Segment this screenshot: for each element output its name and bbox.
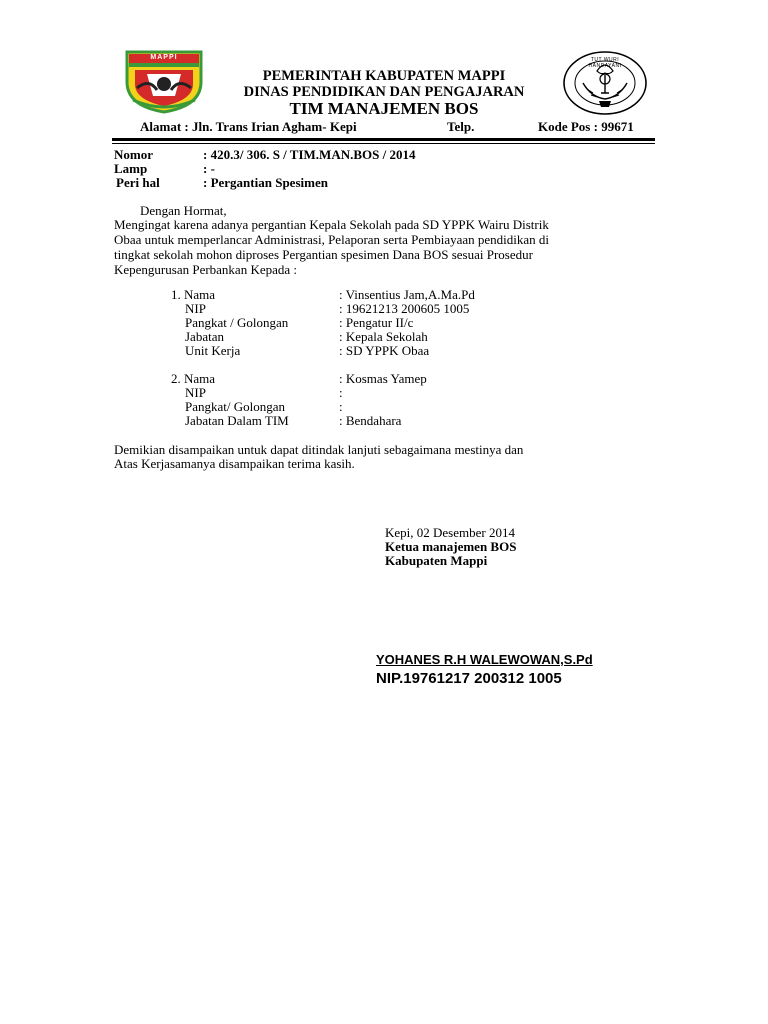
- person2-label-nip: NIP: [185, 385, 206, 400]
- greeting: Dengan Hormat,: [140, 203, 227, 218]
- person1-label-nip: NIP: [185, 301, 206, 316]
- person2-value-nama: : Kosmas Yamep: [339, 371, 427, 386]
- nomor-value: : 420.3/ 306. S / TIM.MAN.BOS / 2014: [203, 147, 416, 162]
- lamp-label: Lamp: [114, 161, 148, 176]
- lamp-value: : -: [203, 161, 215, 176]
- perihal-label: Peri hal: [116, 175, 160, 190]
- person2-value-nip: :: [339, 385, 343, 400]
- header-address: Alamat : Jln. Trans Irian Agham- Kepi: [140, 119, 357, 134]
- person2-value-jabatan: : Bendahara: [339, 413, 402, 428]
- signature-title-1: Ketua manajemen BOS: [385, 539, 517, 554]
- header-line-2: DINAS PENDIDIKAN DAN PENGAJARAN: [243, 84, 525, 100]
- header-postcode: Kode Pos : 99671: [538, 119, 634, 134]
- signature-name: YOHANES R.H WALEWOWAN,S.Pd: [376, 652, 593, 667]
- body-paragraph: [114, 217, 654, 277]
- closing-line: Demikian disampaikan untuk dapat ditindak lanjuti sebagaimana mestinya dan: [114, 442, 524, 457]
- person1-label-unit: Unit Kerja: [185, 343, 241, 358]
- paragraph-line: Mengingat karena adanya pergantian Kepala Sekolah pada SD YPPK Wairu Distrik: [114, 217, 549, 232]
- paragraph-line: Obaa untuk memperlancar Administrasi, Pelaporan serta Pembiayaan pendidikan di: [114, 232, 550, 247]
- person2-label-pangkat: Pangkat/ Golongan: [185, 399, 286, 414]
- person1-value-jabatan: : Kepala Sekolah: [339, 329, 428, 344]
- perihal-value: : Pergantian Spesimen: [203, 175, 328, 190]
- header-rule-thick: [112, 138, 655, 141]
- header-phone: Telp.: [447, 119, 475, 134]
- tut-wuri-handayani-text: TUT WURI HANDAYANI: [588, 57, 622, 69]
- person1-value-pangkat: : Pengatur II/c: [339, 315, 414, 330]
- paragraph-line: tingkat sekolah mohon diproses Pergantian spesimen Dana BOS sesuai Prosedur: [114, 247, 533, 262]
- person1-value-nip: : 19621213 200605 1005: [339, 301, 470, 316]
- person2-label-nama: 2. Nama: [171, 371, 216, 386]
- person2-value-pangkat: :: [339, 399, 343, 414]
- signature-place-date: Kepi, 02 Desember 2014: [385, 525, 515, 540]
- nomor-label: Nomor: [114, 147, 153, 162]
- closing-line: Atas Kerjasamanya disampaikan terima kasih.: [114, 456, 355, 471]
- person1-value-unit: : SD YPPK Obaa: [339, 343, 430, 358]
- header-rule-thin: [112, 143, 655, 144]
- signature-nip: NIP.19761217 200312 1005: [376, 670, 562, 687]
- mappi-logo-text: MAPPI: [150, 54, 178, 61]
- person1-value-nama: : Vinsentius Jam,A.Ma.Pd: [339, 287, 475, 302]
- person2-label-jabatan: Jabatan Dalam TIM: [185, 413, 289, 428]
- person1-label-pangkat: Pangkat / Golongan: [185, 315, 289, 330]
- signature-title-2: Kabupaten Mappi: [385, 553, 488, 568]
- person1-label-nama: 1. Nama: [171, 287, 216, 302]
- header-line-3: TIM MANAJEMEN BOS: [289, 99, 479, 118]
- header-line-1: PEMERINTAH KABUPATEN MAPPI: [262, 68, 506, 84]
- paragraph-line: Kepengurusan Perbankan Kepada :: [114, 262, 298, 277]
- person1-label-jabatan: Jabatan: [185, 329, 224, 344]
